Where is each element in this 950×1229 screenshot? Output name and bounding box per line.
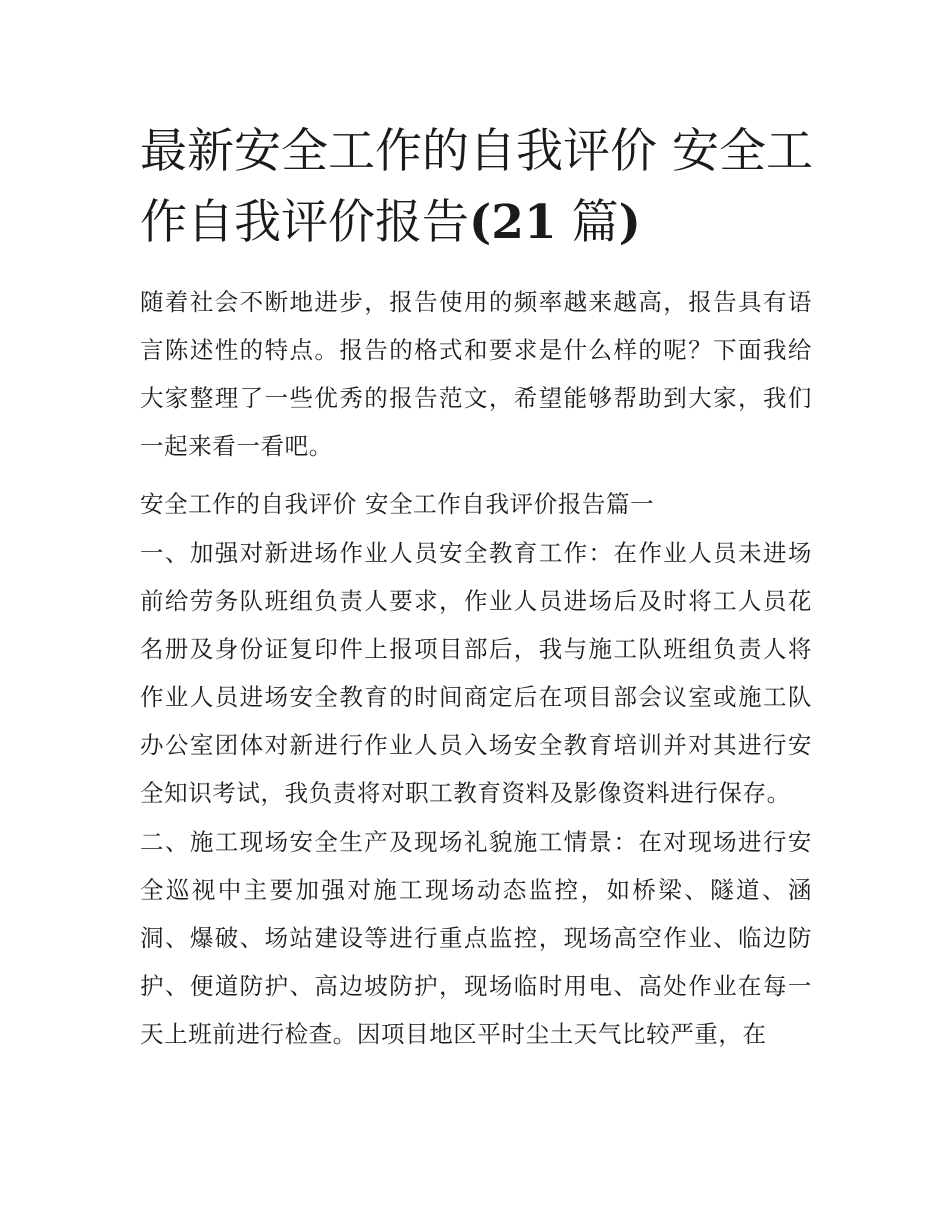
document-title: 最新安全工作的自我评价 安全工作自我评价报告(21 篇) [140,124,813,250]
body-paragraph-1: 一、加强对新进场作业人员安全教育工作：在作业人员未进场前给劳务队班组负责人要求，作业人员进场后及时将工人员花名册及身份证复印件上报项目部后，我与施工队班组负责人将作业人员进场安全教育的时间商定后在项目部会议室或施工队办公室团体对新进行作业人员入场安全教育培训并对其进行安全知识考试，我负责将对职工教育资料及影像资料进行保存。 [140,539,812,807]
intro-paragraph: 随着社会不断地进步，报告使用的频率越来越高，报告具有语言陈述性的特点。报告的格式和要求是什么样的呢？下面我给大家整理了一些优秀的报告范文，希望能够帮助到大家，我们一起来看一看吧。 [140,288,812,460]
section-heading: 安全工作的自我评价 安全工作自我评价报告篇一 [140,490,655,518]
body-paragraph-2: 二、施工现场安全生产及现场礼貌施工情景：在对现场进行安全巡视中主要加强对施工现场动态监控，如桥梁、隧道、涵洞、爆破、场站建设等进行重点监控，现场高空作业、临边防护、便道防护、高边坡防护，现场临时用电、高处作业在每一天上班前进行检查。因项目地区平时尘土天气比较严重，在 [140,828,812,1048]
